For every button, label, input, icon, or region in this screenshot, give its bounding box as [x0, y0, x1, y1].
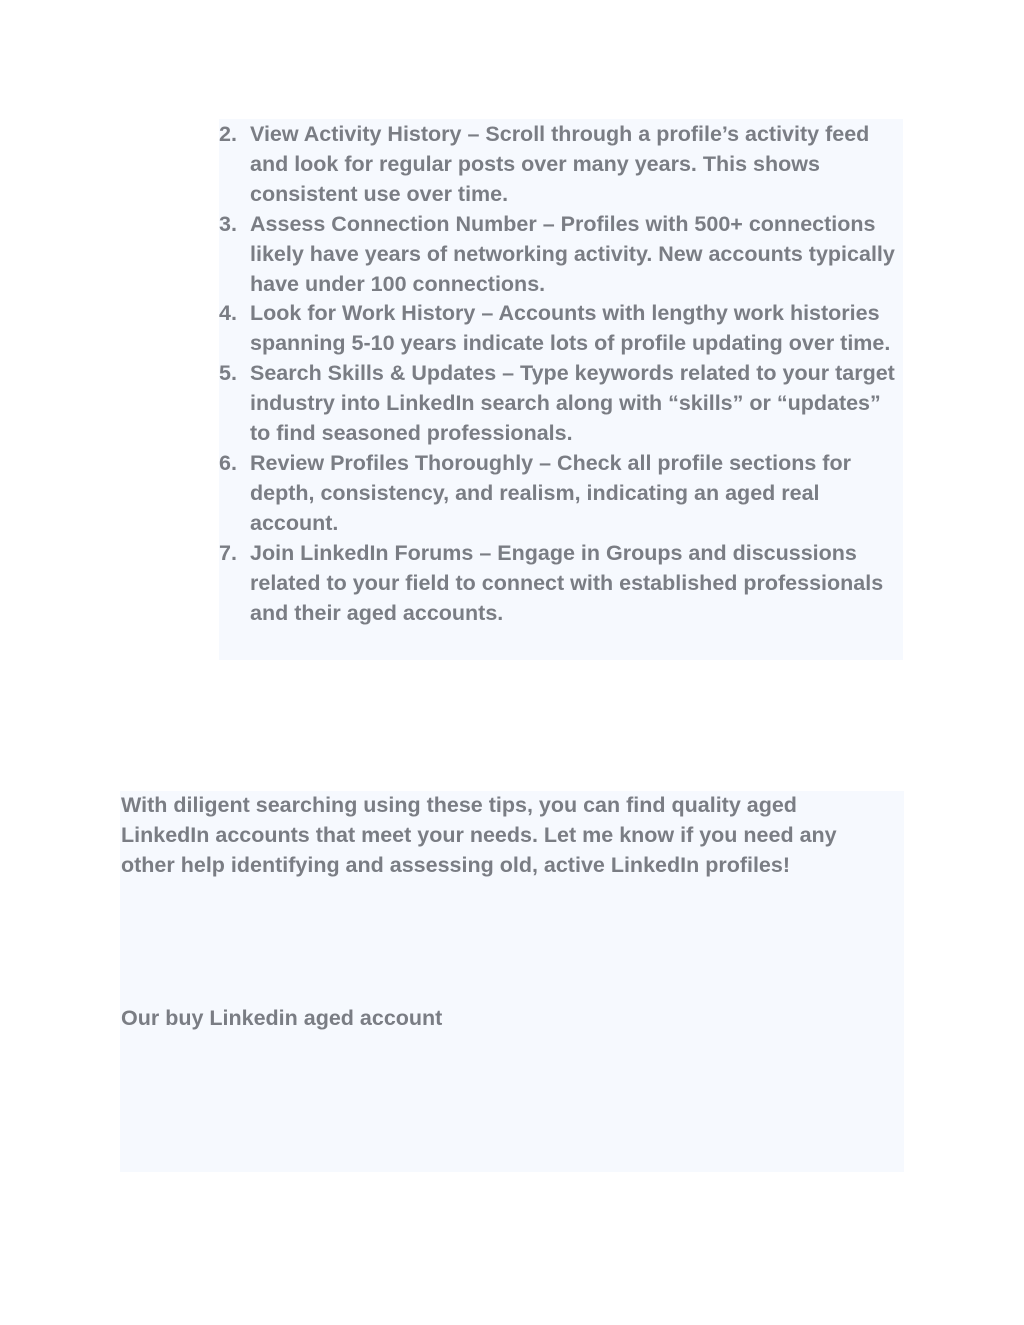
list-item-number: 6. — [219, 450, 237, 475]
list-item — [219, 539, 903, 629]
list-item — [219, 299, 903, 359]
list-item-number: 3. — [219, 211, 237, 236]
list-item-number: 2. — [219, 122, 237, 146]
list-item-text: View Activity History – Scroll through a profile’s activity feed and look for regular posts over many years. This shows consistent use over time. — [250, 122, 870, 206]
list-item — [219, 449, 903, 539]
list-item — [219, 359, 903, 449]
section-heading: Our buy Linkedin aged account — [121, 1006, 443, 1030]
tips-list — [219, 120, 903, 628]
list-item-number: 5. — [219, 361, 237, 386]
tips-list-block — [219, 119, 903, 660]
list-item-text: Look for Work History – Accounts with lengthy work histories spanning 5-10 years indicate lots of profile updating over time. — [250, 301, 891, 356]
list-item-number: 4. — [219, 301, 237, 326]
list-item — [219, 120, 903, 210]
list-item — [219, 210, 903, 300]
closing-block — [120, 791, 904, 1172]
closing-paragraph: With diligent searching using these tips, you can find quality aged LinkedIn accounts that meet your needs. Let me know if you need any other help identifying and assessing old, active LinkedIn profiles! — [121, 793, 837, 877]
list-item-text: Assess Connection Number – Profiles with 500+ connections likely have years of networking activity. New accounts typically have under 100 connections. — [250, 211, 895, 296]
list-item-text: Review Profiles Thoroughly – Check all profile sections for depth, consistency, and realism, indicating an aged real account. — [250, 450, 851, 535]
list-item-number: 7. — [219, 540, 237, 565]
list-item-text: Search Skills & Updates – Type keywords related to your target industry into LinkedIn search along with “skills” or “updates” to find seasoned professionals. — [250, 361, 895, 446]
list-item-text: Join LinkedIn Forums – Engage in Groups and discussions related to your field to connect with established professionals and their aged accounts. — [250, 540, 884, 625]
